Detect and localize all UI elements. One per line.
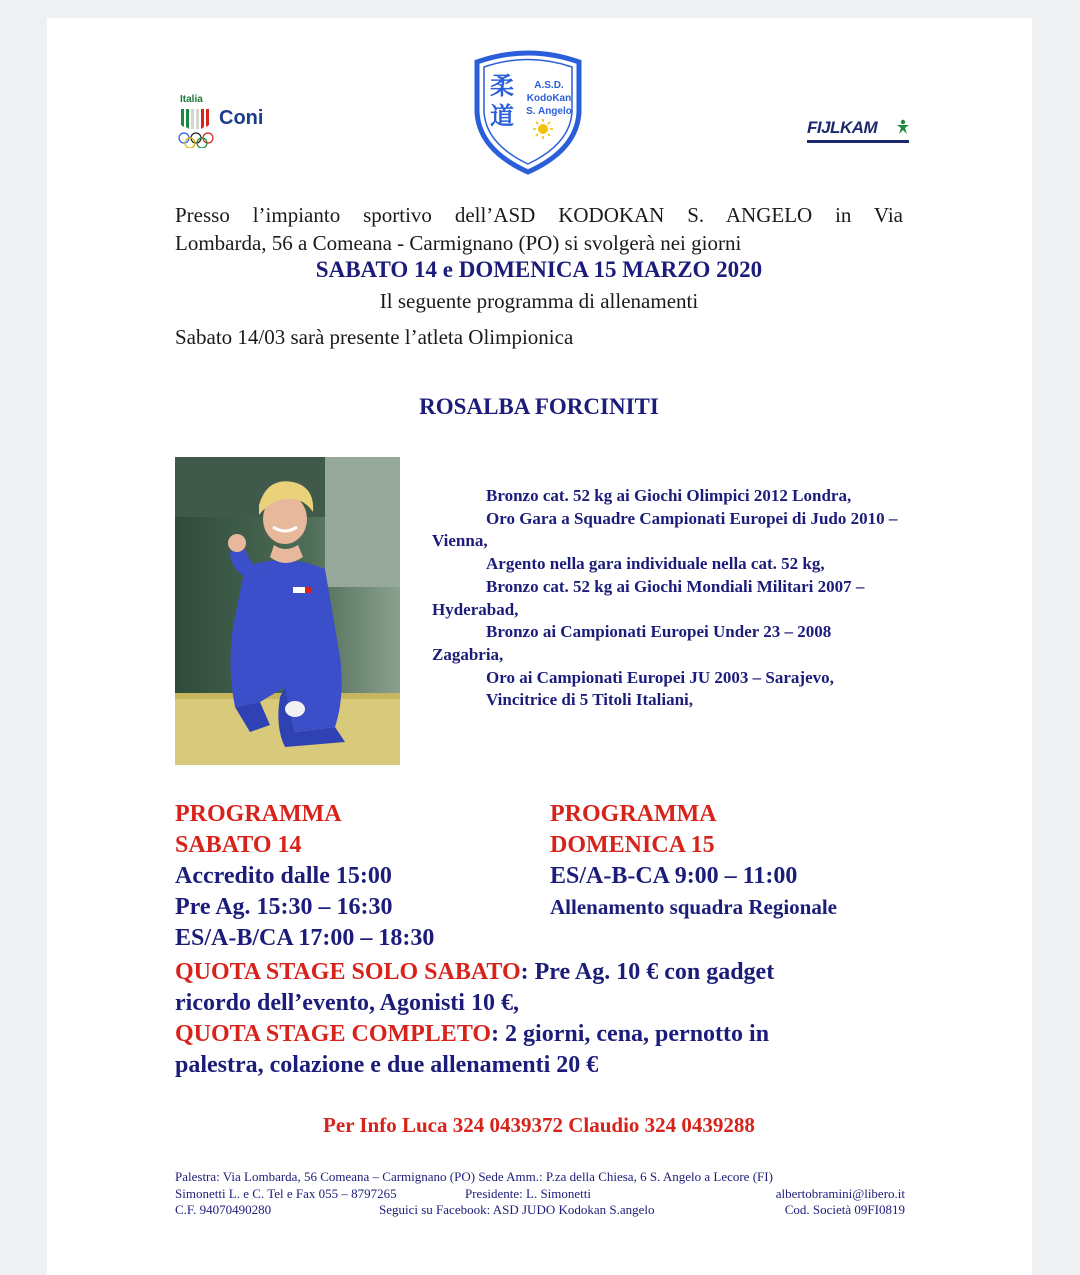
coni-flag-icon (179, 107, 213, 131)
club-name-line3: S. Angelo (526, 106, 572, 117)
athlete-photo (175, 457, 400, 765)
quota-saturday-text: : Pre Ag. 10 € con gadget (520, 959, 775, 985)
footer-row-3 (175, 1202, 905, 1219)
program-sunday-heading: PROGRAMMA (550, 801, 717, 827)
quota-full-text: : 2 giorni, cena, pernotto in (491, 1021, 770, 1047)
program-saturday-item: Pre Ag. 15:30 – 16:30 (175, 894, 393, 920)
fijlkam-logo (807, 118, 917, 148)
contact-info: Per Info Luca 324 0439372 Claudio 324 0439288 (323, 1113, 755, 1137)
quota-section (175, 957, 895, 1081)
intro-line-2: Lombarda, 56 a Comeana - Carmignano (PO) si svolgerà nei giorni (175, 231, 742, 255)
achievement-item: Bronzo ai Campionati Europei Under 23 – 2008 Zagabria, (432, 622, 832, 664)
footer-address: Palestra: Via Lombarda, 56 Comeana – Carmignano (PO) Sede Amm.: P.za della Chiesa, 6 S. Angelo a Lecore (FI) (175, 1169, 773, 1184)
program-subtitle: Il seguente programma di allenamenti (379, 289, 699, 313)
athlete-name: ROSALBA FORCINITI (419, 394, 659, 419)
achievement-item: Bronzo cat. 52 kg ai Giochi Mondiali Militari 2007 – Hyderabad, (432, 576, 865, 619)
club-name-line1: A.S.D. (534, 80, 564, 91)
quota-full-label: QUOTA STAGE COMPLETO (175, 1021, 492, 1047)
achievement-item: Argento nella gara individuale nella cat. 52 kg, (486, 554, 825, 574)
club-kanji: 柔道 (490, 74, 514, 130)
footer-society-code: Cod. Società 09FI0819 (784, 1202, 905, 1217)
quota-full-cont: palestra, colazione e due allenamenti 20 € (175, 1052, 599, 1078)
event-dates: SABATO 14 e DOMENICA 15 MARZO 2020 (315, 257, 763, 282)
program-saturday-item: ES/A-B/CA 17:00 – 18:30 (175, 925, 435, 951)
fijlkam-underline (807, 140, 909, 143)
achievement-item: Oro Gara a Squadre Campionati Europei di Judo 2010 – Vienna, (432, 508, 898, 551)
quota-saturday (175, 957, 895, 988)
club-shield-logo (467, 42, 589, 176)
coni-name: Coni (219, 107, 264, 129)
quota-saturday-cont: ricordo dell’evento, Agonisti 10 €, (175, 990, 519, 1016)
club-name-line2: KodoKan (526, 93, 572, 104)
quota-full (175, 1019, 895, 1050)
program-sunday (550, 799, 930, 923)
fijlkam-name: FIJLKAM (807, 118, 878, 137)
footer (175, 1169, 905, 1219)
program-saturday (175, 799, 545, 954)
intro-line-1: Presso l’impianto sportivo dell’ASD KODOKAN S. ANGELO in Via (175, 203, 903, 227)
program-saturday-day: SABATO 14 (175, 832, 302, 858)
program-saturday-heading: PROGRAMMA (175, 801, 342, 827)
achievement-item: Vincitrice di 5 Titoli Italiani, (486, 690, 693, 710)
footer-row-2 (175, 1186, 905, 1203)
footer-email[interactable]: albertobramini@libero.it (775, 1185, 905, 1201)
athlete-presence-note: Sabato 14/03 sarà presente l’atleta Olimpionica (175, 325, 574, 349)
athlete-achievements (432, 485, 902, 712)
coni-logo (177, 94, 277, 150)
sun-icon (532, 118, 554, 140)
program-sunday-item: ES/A-B-CA 9:00 – 11:00 (550, 863, 798, 889)
achievement-item: Oro ai Campionati Europei JU 2003 – Sarajevo, (486, 667, 834, 687)
program-saturday-item: Accredito dalle 15:00 (175, 863, 392, 889)
fijlkam-figure-icon (895, 119, 911, 135)
quota-saturday-label: QUOTA STAGE SOLO SABATO (175, 959, 521, 985)
footer-president: Presidente: L. Simonetti (465, 1185, 592, 1201)
coni-top-label: Italia (180, 94, 203, 105)
program-sunday-day: DOMENICA 15 (550, 832, 715, 858)
program-sunday-item: Allenamento squadra Regionale (550, 895, 838, 919)
footer-phone: Simonetti L. e C. Tel e Fax 055 – 8797265 (175, 1185, 397, 1201)
flyer-page (47, 18, 1032, 1275)
judo-athlete-image (175, 457, 400, 765)
achievement-item: Bronzo cat. 52 kg ai Giochi Olimpici 2012 Londra, (486, 486, 852, 505)
olympic-rings-icon (177, 132, 217, 148)
footer-facebook[interactable]: Seguici su Facebook: ASD JUDO Kodokan S.angelo (379, 1202, 655, 1217)
footer-tax-code: C.F. 94070490280 (175, 1202, 272, 1217)
